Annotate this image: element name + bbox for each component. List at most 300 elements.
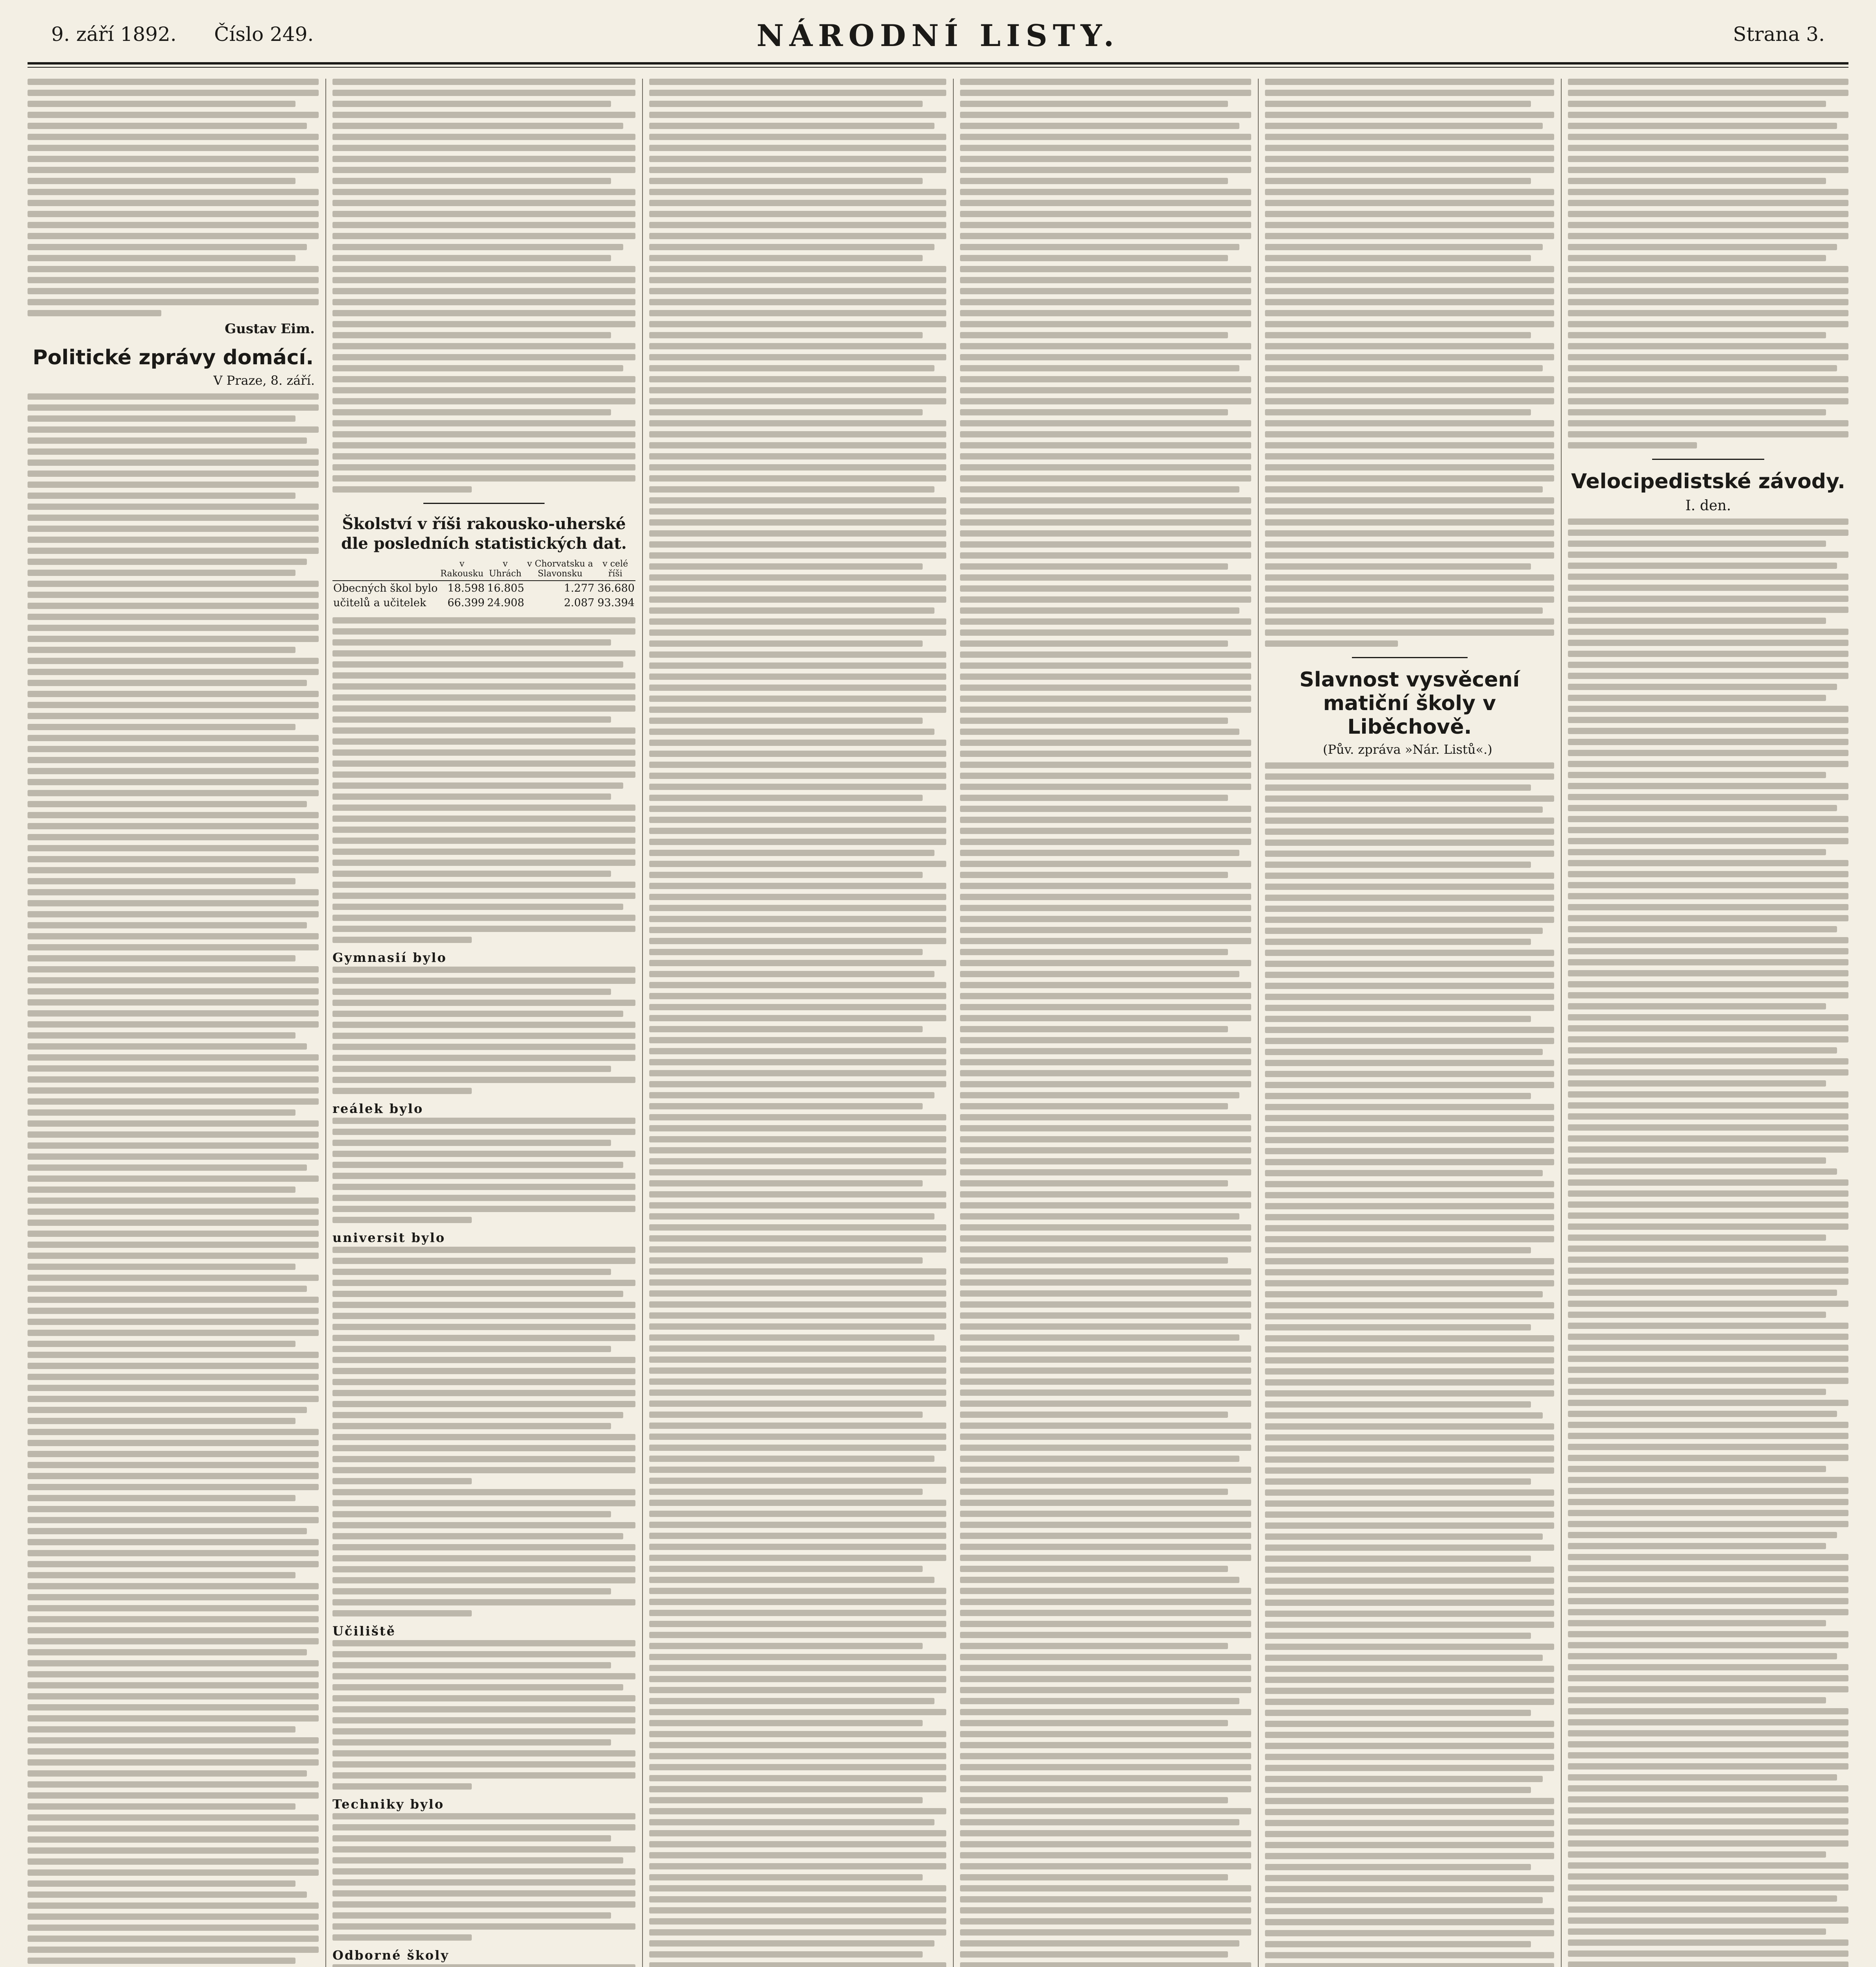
text-line <box>1568 860 1848 866</box>
text-line <box>332 967 635 973</box>
text-line <box>1568 937 1848 943</box>
article-text <box>1265 762 1554 1967</box>
text-line <box>1568 1510 1848 1516</box>
text-line <box>649 1940 934 1947</box>
text-line <box>28 988 319 995</box>
text-line <box>960 354 1251 360</box>
text-line <box>332 442 635 448</box>
text-line <box>28 1506 319 1512</box>
text-line <box>332 1728 635 1735</box>
text-line <box>332 1489 635 1495</box>
text-line <box>1568 1179 1848 1186</box>
text-line <box>1265 1721 1554 1727</box>
text-line <box>1265 1159 1554 1165</box>
text-line <box>649 685 946 691</box>
text-line <box>1568 123 1837 129</box>
text-line <box>332 1857 623 1864</box>
text-line <box>649 1412 923 1418</box>
text-line <box>960 1191 1251 1198</box>
text-line <box>1568 1477 1848 1483</box>
text-line <box>649 1676 946 1682</box>
text-line <box>1568 233 1848 239</box>
text-line <box>28 504 319 510</box>
text-line <box>1568 1906 1848 1913</box>
text-line <box>960 134 1251 140</box>
text-line <box>1568 1697 1826 1703</box>
table-cell: 16.805 <box>487 582 524 594</box>
text-line <box>1568 1268 1848 1274</box>
text-line <box>1568 1851 1826 1858</box>
text-line <box>28 548 319 554</box>
text-line <box>1265 1765 1554 1771</box>
text-line <box>1568 585 1848 591</box>
text-line <box>1265 895 1554 901</box>
text-line <box>960 420 1251 426</box>
text-line <box>332 816 635 822</box>
text-line <box>649 1059 946 1065</box>
text-line <box>960 1566 1228 1572</box>
text-line <box>1568 200 1848 206</box>
text-line <box>28 1605 319 1611</box>
text-line <box>960 740 1251 746</box>
newspaper-title: NÁRODNÍ LISTY. <box>756 18 1120 53</box>
text-line <box>332 1401 635 1407</box>
text-line <box>332 486 472 493</box>
text-line <box>28 933 319 939</box>
table-cell: 36.680 <box>597 582 635 594</box>
text-line <box>960 1224 1251 1231</box>
text-line <box>649 90 946 96</box>
text-line <box>28 1319 319 1325</box>
text-line <box>960 574 1251 581</box>
column-1 <box>28 79 319 1967</box>
text-line <box>960 685 1251 691</box>
text-line <box>332 705 635 712</box>
table-row <box>332 581 635 596</box>
text-line <box>1568 915 1848 921</box>
text-line <box>960 1103 1228 1109</box>
text-line <box>649 718 923 724</box>
text-line <box>332 398 635 404</box>
text-line <box>649 1345 946 1352</box>
text-line <box>28 1770 307 1777</box>
table-body-lines <box>332 1813 635 1941</box>
text-line <box>960 112 1251 118</box>
text-line <box>960 552 1251 559</box>
text-line <box>1265 1853 1554 1859</box>
text-line <box>649 442 946 448</box>
text-line <box>1265 1291 1543 1297</box>
text-line <box>960 1059 1251 1065</box>
text-line <box>1568 904 1848 910</box>
text-line <box>28 1638 319 1644</box>
text-line <box>332 989 611 995</box>
column-2 <box>332 79 635 1967</box>
text-line <box>1265 552 1554 559</box>
text-line <box>28 1902 319 1909</box>
text-line <box>1568 1708 1848 1714</box>
text-line <box>28 1869 319 1876</box>
article-text <box>332 1489 635 1616</box>
text-line <box>332 1522 635 1528</box>
text-line <box>649 1753 946 1759</box>
dateline: V Praze, 8. září. <box>213 373 315 388</box>
text-line <box>332 738 635 745</box>
text-line <box>1265 1633 1531 1639</box>
text-line <box>1265 299 1554 305</box>
text-line <box>28 955 295 961</box>
text-line <box>960 1786 1251 1792</box>
text-line <box>1265 1170 1543 1176</box>
text-line <box>332 1088 472 1094</box>
text-line <box>28 156 319 162</box>
text-line <box>332 1118 635 1124</box>
text-line <box>649 123 934 129</box>
text-line <box>1568 695 1826 701</box>
text-line <box>649 1786 946 1792</box>
text-line <box>1568 1124 1848 1131</box>
text-line <box>1265 1434 1554 1441</box>
text-line <box>649 751 946 757</box>
text-line <box>649 552 946 559</box>
text-line <box>1265 795 1554 802</box>
text-line <box>960 299 1251 305</box>
text-line <box>649 1588 946 1594</box>
text-line <box>332 299 635 305</box>
text-line <box>332 1412 623 1418</box>
text-line <box>1568 662 1848 668</box>
text-line <box>28 1164 307 1171</box>
text-line <box>649 167 946 173</box>
text-line <box>332 420 635 426</box>
text-line <box>1265 409 1531 415</box>
text-line <box>332 1390 635 1396</box>
text-line <box>28 178 295 184</box>
text-line <box>1568 1367 1848 1373</box>
text-line <box>1265 829 1554 835</box>
text-line <box>332 1673 635 1679</box>
text-line <box>1568 1554 1848 1560</box>
text-line <box>1265 1280 1554 1286</box>
text-line <box>1568 574 1848 580</box>
text-line <box>332 1445 635 1451</box>
text-line <box>649 1643 923 1649</box>
text-line <box>960 1257 1228 1264</box>
text-line <box>28 614 319 620</box>
text-line <box>1568 288 1848 294</box>
text-line <box>332 376 635 382</box>
text-line <box>1265 1919 1554 1925</box>
byline: Gustav Eim. <box>225 321 315 337</box>
text-line <box>649 255 923 261</box>
text-line <box>649 310 946 316</box>
text-line <box>1265 1875 1554 1881</box>
text-line <box>332 1772 635 1779</box>
text-line <box>649 1081 946 1087</box>
text-line <box>649 233 946 239</box>
table-body-lines <box>332 617 635 943</box>
text-line <box>1568 420 1848 426</box>
text-line <box>332 79 635 85</box>
text-line <box>1265 961 1554 967</box>
text-line <box>332 1610 472 1616</box>
text-line <box>332 1544 635 1550</box>
text-line <box>960 464 1251 471</box>
text-line <box>1265 840 1554 846</box>
text-line <box>1568 1642 1848 1648</box>
text-line <box>28 459 319 466</box>
text-line <box>332 431 635 437</box>
text-line <box>1265 1677 1554 1683</box>
text-line <box>1265 1688 1554 1694</box>
text-line <box>28 79 319 85</box>
text-line <box>28 1308 319 1314</box>
text-line <box>332 882 635 888</box>
text-line <box>1568 244 1837 250</box>
text-line <box>332 156 635 162</box>
text-line <box>28 977 319 984</box>
text-line <box>1265 1247 1531 1253</box>
text-line <box>332 1000 635 1006</box>
text-line <box>28 1076 319 1083</box>
text-line <box>1568 1146 1848 1153</box>
text-line <box>1265 574 1554 581</box>
text-line <box>1568 409 1826 415</box>
text-line <box>960 1676 1251 1682</box>
text-line <box>332 1835 611 1842</box>
text-line <box>332 1500 635 1506</box>
text-line <box>28 1021 319 1028</box>
text-line <box>960 850 1239 856</box>
text-line <box>332 1588 611 1594</box>
text-line <box>649 200 946 206</box>
universities-table-head: universit bylo <box>332 1230 446 1245</box>
text-line <box>1265 442 1554 448</box>
text-line <box>332 1923 635 1930</box>
text-line <box>332 1467 635 1473</box>
text-line <box>649 1896 946 1902</box>
text-line <box>1568 1840 1848 1847</box>
text-line <box>960 1456 1239 1462</box>
text-line <box>649 1401 946 1407</box>
text-line <box>960 1246 1251 1253</box>
table-header: v Rakousku <box>438 557 485 581</box>
text-line <box>649 740 946 746</box>
text-line <box>1265 244 1543 250</box>
text-line <box>649 1841 946 1847</box>
text-line <box>960 1632 1251 1638</box>
text-line <box>1568 1719 1848 1725</box>
text-line <box>1568 255 1826 261</box>
text-line <box>960 1114 1251 1120</box>
text-line <box>28 559 307 565</box>
text-line <box>28 911 319 917</box>
text-line <box>1265 806 1543 813</box>
text-line <box>649 618 946 625</box>
text-line <box>649 1114 946 1120</box>
text-line <box>649 1918 946 1925</box>
text-line <box>960 949 1228 955</box>
text-line <box>28 1198 319 1204</box>
text-line <box>332 617 635 624</box>
text-line <box>649 332 923 338</box>
text-line <box>1265 1567 1554 1573</box>
text-line <box>1568 1411 1837 1417</box>
text-line <box>960 1202 1251 1209</box>
text-line <box>332 937 472 943</box>
text-line <box>960 255 1228 261</box>
text-line <box>649 101 923 107</box>
text-line <box>28 1627 319 1633</box>
text-line <box>332 1651 635 1657</box>
text-line <box>28 1561 319 1567</box>
text-line <box>332 1783 472 1790</box>
text-line <box>1568 706 1848 712</box>
text-line <box>1265 1115 1554 1121</box>
text-line <box>649 420 946 426</box>
text-line <box>28 1803 295 1810</box>
text-line <box>649 1632 946 1638</box>
text-line <box>960 222 1251 228</box>
text-line <box>1568 519 1848 525</box>
text-line <box>960 1830 1251 1836</box>
text-line <box>28 1451 319 1457</box>
text-line <box>649 343 946 349</box>
text-line <box>1568 1400 1848 1406</box>
text-line <box>332 1335 635 1341</box>
text-line <box>649 79 946 85</box>
text-line <box>332 1739 611 1746</box>
column-4 <box>960 79 1251 1967</box>
text-line <box>1265 189 1554 195</box>
text-line <box>960 563 1228 570</box>
text-line <box>28 1153 319 1160</box>
text-line <box>1265 1412 1543 1419</box>
text-line <box>649 1136 946 1142</box>
text-line <box>649 861 946 867</box>
text-line <box>649 222 946 228</box>
text-line <box>649 1367 946 1374</box>
text-line <box>649 1334 934 1341</box>
text-line <box>960 1599 1251 1605</box>
text-line <box>649 1180 923 1186</box>
text-line <box>28 713 319 719</box>
text-line <box>28 1737 319 1744</box>
text-line <box>960 1731 1251 1737</box>
text-line <box>332 332 611 338</box>
text-line <box>960 729 1239 735</box>
text-line <box>1568 343 1848 349</box>
text-line <box>28 1231 319 1237</box>
text-line <box>649 1500 946 1506</box>
text-line <box>28 1109 295 1116</box>
text-line <box>332 167 635 173</box>
text-line <box>28 845 319 851</box>
masthead-rule-thin <box>28 67 1848 68</box>
text-line <box>332 288 635 294</box>
text-line <box>28 1858 319 1865</box>
text-line <box>1265 1027 1554 1033</box>
text-line <box>1265 1578 1554 1584</box>
text-line <box>28 1087 319 1094</box>
text-line <box>1265 917 1554 923</box>
text-line <box>1265 873 1554 879</box>
text-line <box>28 211 319 217</box>
text-line <box>960 1874 1228 1880</box>
text-line <box>332 749 635 756</box>
text-line <box>649 1026 923 1032</box>
text-line <box>332 453 635 459</box>
text-line <box>649 1301 946 1308</box>
text-line <box>332 639 611 646</box>
text-line <box>649 1621 946 1627</box>
text-line <box>649 894 946 900</box>
text-line <box>649 244 934 250</box>
text-line <box>1265 343 1554 349</box>
text-line <box>1265 1666 1554 1672</box>
text-line <box>1265 1600 1554 1606</box>
text-line <box>649 321 946 327</box>
text-line <box>649 850 934 856</box>
text-line <box>28 966 319 972</box>
text-line <box>960 1522 1251 1528</box>
text-line <box>649 1819 934 1825</box>
text-line <box>1568 893 1848 899</box>
text-line <box>28 1043 307 1050</box>
text-line <box>28 834 319 840</box>
text-line <box>960 1533 1251 1539</box>
text-line <box>1568 1201 1848 1208</box>
text-line <box>28 90 319 96</box>
text-line <box>960 773 1251 779</box>
column-5 <box>1265 79 1554 1967</box>
text-line <box>649 640 923 647</box>
text-line <box>1265 508 1554 515</box>
table-header <box>332 557 438 581</box>
text-line <box>28 691 319 697</box>
text-line <box>649 1577 934 1583</box>
text-line <box>960 288 1251 294</box>
text-line <box>1265 1038 1554 1044</box>
text-line <box>960 1378 1251 1385</box>
text-line <box>960 1125 1251 1131</box>
text-line <box>28 200 319 206</box>
table-cell: 1.277 <box>564 582 595 594</box>
text-line <box>649 1610 946 1616</box>
text-line <box>1568 1102 1848 1109</box>
text-line <box>960 1929 1251 1936</box>
text-line <box>332 661 623 668</box>
text-line <box>1568 1917 1848 1924</box>
text-line <box>28 1131 319 1138</box>
text-line <box>1265 101 1531 107</box>
text-line <box>1265 851 1554 857</box>
text-line <box>332 760 635 767</box>
text-line <box>1265 1379 1554 1386</box>
school-statistics-title: Školství v říši rakousko-uherské dle posledních statistických dat. <box>341 515 627 553</box>
text-line <box>649 1489 923 1495</box>
text-line <box>1568 79 1848 85</box>
text-line <box>1568 1741 1848 1747</box>
text-line <box>28 1352 319 1358</box>
text-line <box>1568 1631 1848 1637</box>
text-line <box>28 112 319 118</box>
text-line <box>28 1550 319 1556</box>
text-line <box>1568 321 1848 327</box>
text-line <box>1568 761 1848 767</box>
text-line <box>332 266 635 272</box>
text-line <box>960 1345 1251 1352</box>
